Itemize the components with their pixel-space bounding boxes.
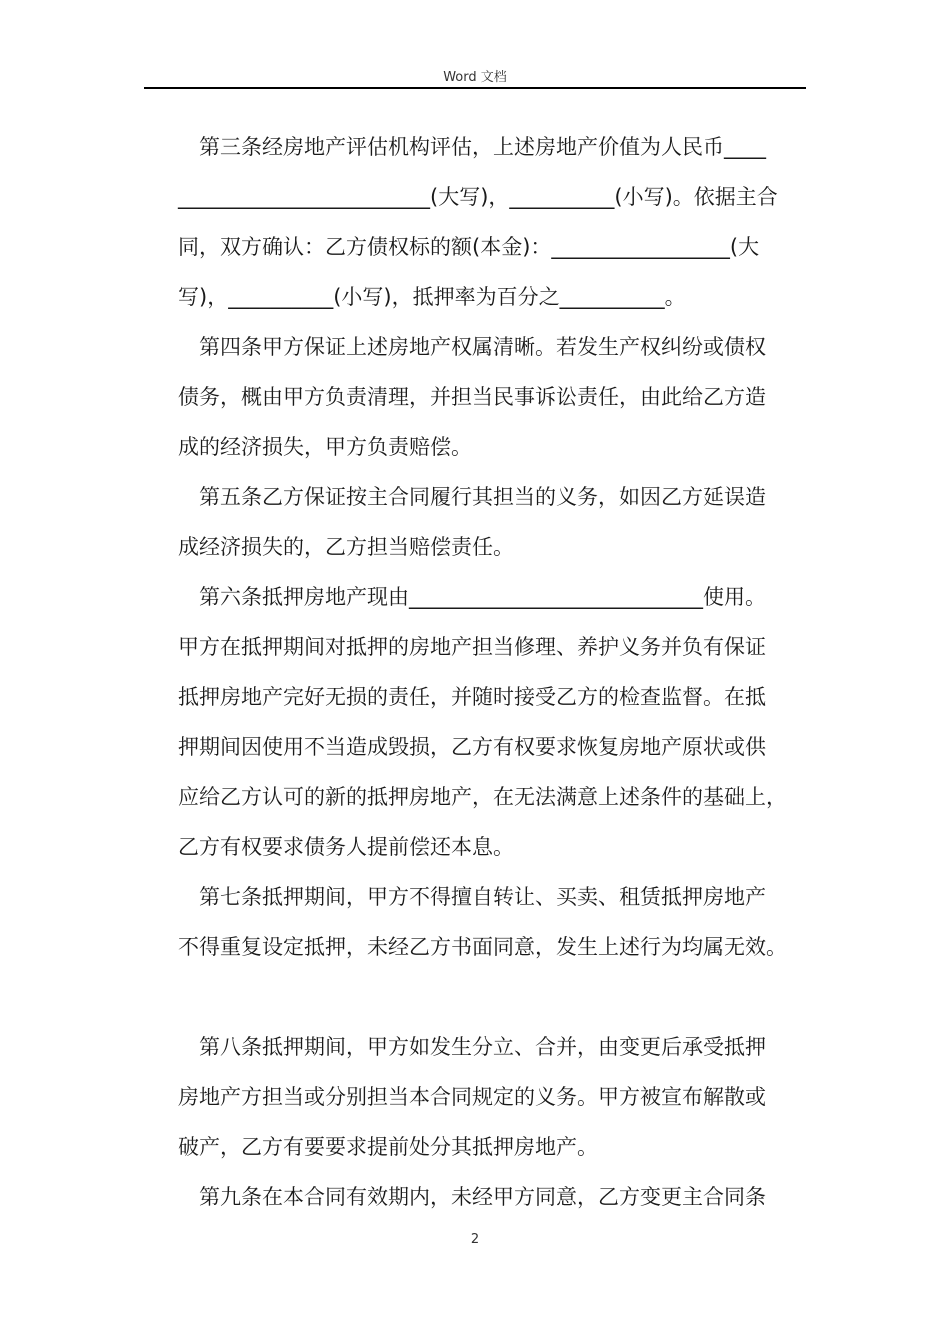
text-line: 甲方在抵押期间对抵押的房地产担当修理、养护义务并负有保证 [178,635,766,659]
text-line: 不得重复设定抵押，未经乙方书面同意，发生上述行为均属无效。 [178,935,787,959]
text-line: 第四条甲方保证上述房地产权属清晰。若发生产权纠纷或债权 [178,335,766,359]
text-line: 债务，概由甲方负责清理，并担当民事诉讼责任，由此给乙方造 [178,385,766,409]
text-line: 应给乙方认可的新的抵押房地产，在无法满意上述条件的基础上， [178,785,787,809]
text-line: 成的经济损失，甲方负责赔偿。 [178,435,472,459]
text-line: 乙方有权要求债务人提前偿还本息。 [178,835,514,859]
text-line: 破产，乙方有要要求提前处分其抵押房地产。 [178,1135,598,1159]
text-line: 第七条抵押期间，甲方不得擅自转让、买卖、租赁抵押房地产 [178,885,766,909]
text-line: 抵押房地产完好无损的责任，并随时接受乙方的检查监督。在抵 [178,685,766,709]
header-divider [144,87,806,89]
text-line: 第六条抵押房地产现由____________________________使用。 [178,585,766,609]
text-line: ________________________(大写)，__________(小写)。依据主合 [178,185,778,209]
page-header-title: Word 文档 [443,70,507,85]
text-line: 第九条在本合同有效期内，未经甲方同意，乙方变更主合同条 [178,1185,766,1209]
text-line: 第五条乙方保证按主合同履行其担当的义务，如因乙方延误造 [178,485,766,509]
text-line: 第八条抵押期间，甲方如发生分立、合并，由变更后承受抵押 [178,1035,766,1059]
paragraph-gap [178,972,818,1022]
document-body [178,122,818,1222]
text-line: 成经济损失的，乙方担当赔偿责任。 [178,535,514,559]
text-line: 押期间因使用不当造成毁损，乙方有权要求恢复房地产原状或供 [178,735,766,759]
text-line: 房地产方担当或分别担当本合同规定的义务。甲方被宣布解散或 [178,1085,766,1109]
text-line: 第三条经房地产评估机构评估，上述房地产价值为人民币____ [178,135,766,159]
text-line: 写)，__________(小写)，抵押率为百分之__________。 [178,285,686,309]
text-line: 同，双方确认：乙方债权标的额(本金)：_________________(大 [178,235,760,259]
page-number: 2 [470,1232,480,1247]
